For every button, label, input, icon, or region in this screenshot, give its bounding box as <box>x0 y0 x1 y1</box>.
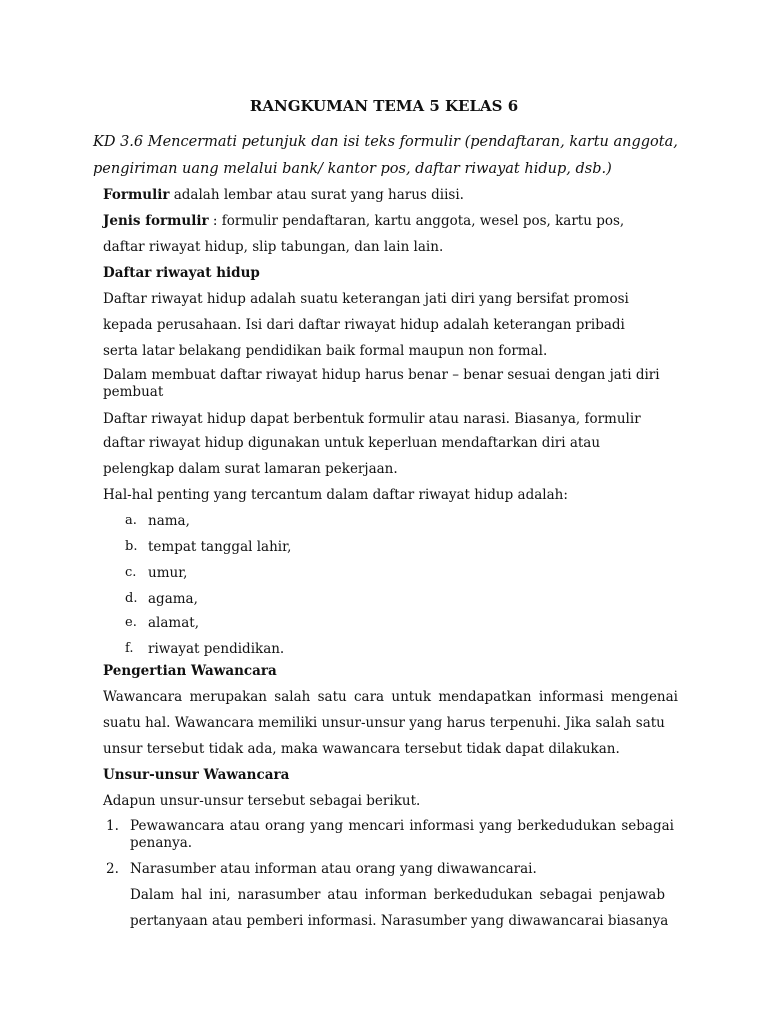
unsur-item-1-line-1: Pewawancara atau orang yang mencari informasi yang berkedudukan sebagai <box>130 818 674 834</box>
drh-p1-line-2: kepada perusahaan. Isi dari daftar riwayat hidup adalah keterangan pribadi <box>103 317 625 333</box>
list-marker: b. <box>125 539 138 554</box>
drh-p3-line-2: daftar riwayat hidup digunakan untuk keperluan mendaftarkan diri atau <box>103 435 601 451</box>
formulir-definition <box>103 187 678 203</box>
list-item: tempat tanggal lahir, <box>148 539 292 555</box>
kd-line-1: KD 3.6 Mencermati petunjuk dan isi teks formulir (pendaftaran, kartu anggota, <box>93 134 678 150</box>
drh-p4: Hal-hal penting yang tercantum dalam daftar riwayat hidup adalah: <box>103 487 568 503</box>
drh-p2-line-1: Dalam membuat daftar riwayat hidup harus benar – benar sesuai dengan jati diri <box>103 367 660 383</box>
unsur-item-2-sub-1: Dalam hal ini, narasumber atau informan berkedudukan sebagai penjawab <box>130 887 665 903</box>
list-item: riwayat pendidikan. <box>148 641 285 657</box>
list-item: agama, <box>148 591 198 607</box>
formulir-term: Formulir <box>103 187 170 203</box>
kd-line-2: pengiriman uang melalui bank/ kantor pos, daftar riwayat hidup, dsb.) <box>93 161 612 177</box>
unsur-item-2-line-1: Narasumber atau informan atau orang yang diwawancarai. <box>130 861 537 877</box>
formulir-text: adalah lembar atau surat yang harus diisi. <box>169 187 464 203</box>
list-marker: d. <box>125 591 138 606</box>
wawancara-p1-line-3: unsur tersebut tidak ada, maka wawancara tersebut tidak dapat dilakukan. <box>103 741 620 757</box>
list-marker: 2. <box>106 861 119 877</box>
page-title: RANGKUMAN TEMA 5 KELAS 6 <box>249 97 519 115</box>
drh-p1-line-3: serta latar belakang pendidikan baik formal maupun non formal. <box>103 343 548 359</box>
unsur-item-1-line-2: penanya. <box>130 835 193 851</box>
list-marker: c. <box>125 565 137 580</box>
list-marker: 1. <box>106 818 119 834</box>
wawancara-p1-line-2: suatu hal. Wawancara memiliki unsur-unsur yang harus terpenuhi. Jika salah satu <box>103 715 665 731</box>
jenis-formulir <box>103 213 678 229</box>
section-heading-unsur: Unsur-unsur Wawancara <box>103 767 290 783</box>
list-marker: e. <box>125 615 137 630</box>
unsur-item-2-sub-2: pertanyaan atau pemberi informasi. Narasumber yang diwawancarai biasanya <box>130 913 669 929</box>
drh-p2-line-2: pembuat <box>103 384 164 400</box>
list-marker: f. <box>125 641 134 656</box>
list-item: alamat, <box>148 615 199 631</box>
drh-p3-line-3: pelengkap dalam surat lamaran pekerjaan. <box>103 461 398 477</box>
drh-p1-line-1: Daftar riwayat hidup adalah suatu keterangan jati diri yang bersifat promosi <box>103 291 629 307</box>
unsur-intro: Adapun unsur-unsur tersebut sebagai berikut. <box>103 793 421 809</box>
list-item: umur, <box>148 565 188 581</box>
jenis-term: Jenis formulir <box>103 213 209 229</box>
section-heading-drh: Daftar riwayat hidup <box>103 265 260 281</box>
section-heading-wawancara: Pengertian Wawancara <box>103 663 277 679</box>
list-item: nama, <box>148 513 190 529</box>
list-marker: a. <box>125 513 137 528</box>
drh-p3-line-1: Daftar riwayat hidup dapat berbentuk formulir atau narasi. Biasanya, formulir <box>103 411 641 427</box>
wawancara-p1-line-1: Wawancara merupakan salah satu cara untuk mendapatkan informasi mengenai <box>103 689 678 705</box>
jenis-formulir-line-2: daftar riwayat hidup, slip tabungan, dan lain lain. <box>103 239 444 255</box>
jenis-text: : formulir pendaftaran, kartu anggota, wesel pos, kartu pos, <box>208 213 625 229</box>
